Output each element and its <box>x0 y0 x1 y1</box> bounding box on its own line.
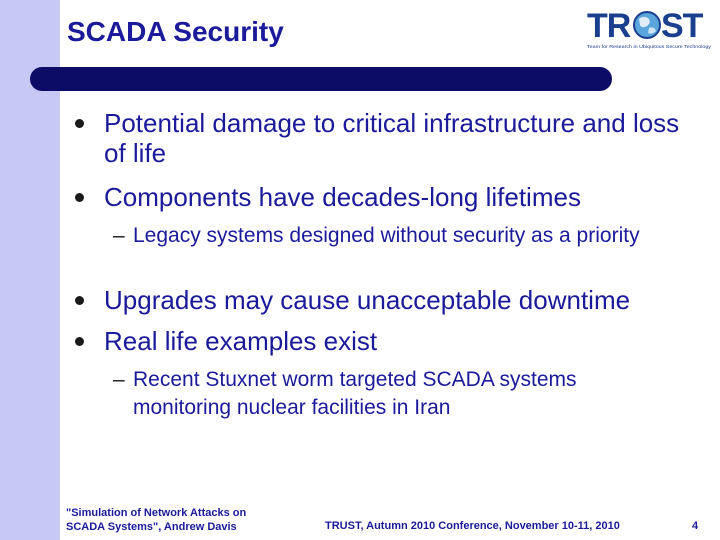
footer-conference: TRUST, Autumn 2010 Conference, November 10-11, 2010 <box>325 520 620 532</box>
sub-bullet-text: Recent Stuxnet worm targeted SCADA systems monitoring nuclear facilities in Iran <box>133 368 577 419</box>
bullet-dot-icon <box>75 296 84 305</box>
trust-logo <box>585 4 713 52</box>
bullet-dot-icon <box>75 193 84 202</box>
footer-citation-line: SCADA Systems", Andrew Davis <box>66 521 237 533</box>
sub-bullet-text: Legacy systems designed without security as a priority <box>133 224 640 247</box>
svg-text:Team for Research in Ubiquitou: Team for Research in Ubiquitous Secure Technology <box>587 44 712 49</box>
bullet-text: Components have decades-long lifetimes <box>104 182 581 212</box>
footer-citation <box>66 506 306 534</box>
bullet-text: Upgrades may cause unacceptable downtime <box>104 285 631 315</box>
bullet-text: Real life examples exist <box>104 326 378 356</box>
svg-text:TR: TR <box>587 7 631 45</box>
svg-text:ST: ST <box>661 7 703 45</box>
dash-icon: – <box>113 224 125 247</box>
bullet-dot-icon <box>75 337 84 346</box>
footer-citation-line: "Simulation of Network Attacks on <box>66 507 247 519</box>
bullet-text: Potential damage to critical infrastructure and loss of life <box>104 108 680 168</box>
slide-title: SCADA Security <box>67 16 284 47</box>
title-divider-bar <box>30 67 612 91</box>
bullet-dot-icon <box>75 119 84 128</box>
dash-icon: – <box>113 368 125 391</box>
page-number: 4 <box>692 520 699 532</box>
